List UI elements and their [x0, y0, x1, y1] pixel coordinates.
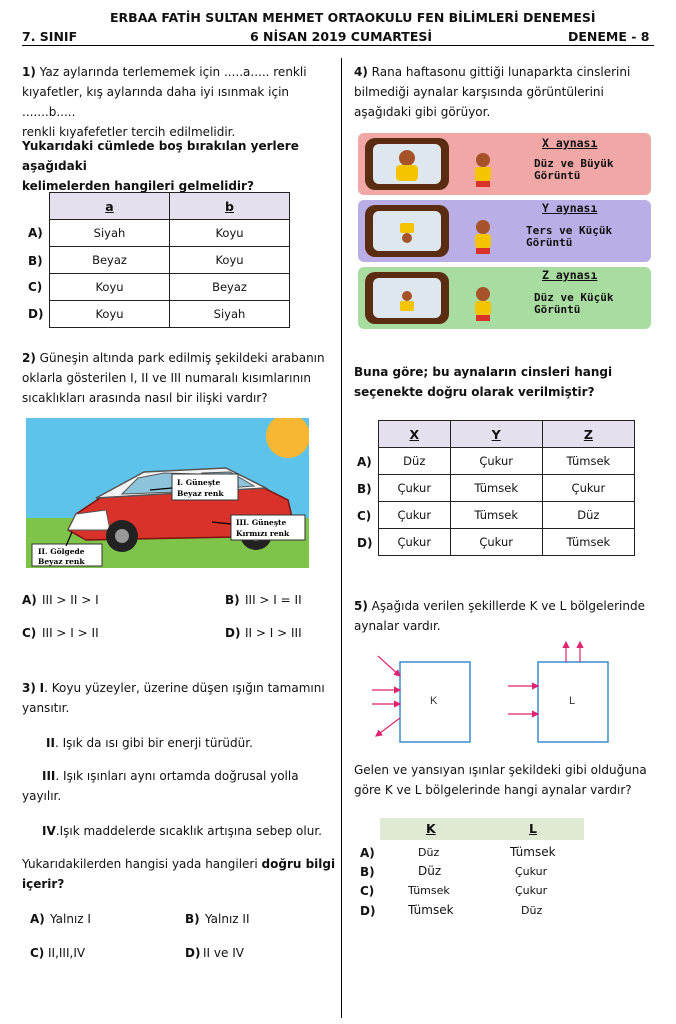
table-cell: Beyaz — [170, 274, 290, 301]
table-cell: Çukur — [542, 475, 634, 502]
q4-line1: Rana haftasonu gittiği lunaparkta cinslerini — [371, 65, 631, 79]
q3-option-d[interactable]: II ve IV — [203, 946, 244, 960]
q4-col-z-header: Z — [542, 421, 634, 448]
table-cell: Koyu — [170, 247, 290, 274]
q4-prompt-line2: seçenekte doğru olarak verilmiştir? — [354, 385, 595, 399]
mirror-frame-icon — [362, 136, 452, 192]
q2-option-c-label[interactable]: C) — [22, 626, 37, 640]
exam-date: 6 NİSAN 2019 CUMARTESİ — [250, 29, 433, 44]
table-row — [50, 220, 290, 247]
q3-s3-text: . Işık ışınları aynı ortamda doğrusal yolla — [55, 769, 299, 783]
q5-prompt-line1: Gelen ve yansıyan ışınlar şekildeki gibi olduğuna — [354, 763, 647, 777]
q5-option-a-label[interactable]: A) — [360, 846, 375, 860]
q5-option-b-k: Düz — [418, 864, 442, 878]
q3-s1-cont: yansıtır. — [22, 701, 70, 715]
exam-number: DENEME - 8 — [568, 29, 650, 44]
car-label-2b: Beyaz renk — [38, 557, 85, 566]
q4-prompt — [354, 362, 654, 402]
mirror-frame-icon — [362, 270, 452, 326]
car-in-sun-figure — [26, 418, 309, 568]
q3-option-c-label[interactable]: C) — [30, 946, 45, 960]
q3-number: 3) — [22, 681, 36, 695]
q5-prompt — [354, 760, 664, 800]
q4-option-d-label[interactable]: D) — [357, 536, 373, 550]
q3-s4-text: .Işık maddelerde sıcaklık artışına sebep olur. — [55, 824, 322, 838]
table-cell: Koyu — [50, 274, 170, 301]
q3-prompt-a: Yukarıdakilerden hangisi yada hangileri — [22, 857, 258, 871]
q5-prompt-line2: göre K ve L bölgelerinde hangi aynalar vardır? — [354, 783, 632, 797]
car-label-1b: Beyaz renk — [177, 489, 224, 498]
q3-statement-4 — [42, 821, 338, 841]
q1-option-d-label[interactable]: D) — [28, 307, 44, 321]
q5-line1: Aşağıda verilen şekillerde K ve L bölgelerinde — [371, 599, 645, 613]
q4-option-b-label[interactable]: B) — [357, 482, 372, 496]
table-row — [379, 448, 635, 475]
q2-number: 2) — [22, 351, 36, 365]
girl-icon — [468, 218, 498, 258]
q1-line2: kıyafetler, kış aylarında daha iyi ısınmak için .......b..... — [22, 85, 290, 119]
header-rule — [22, 45, 654, 46]
school-title: ERBAA FATİH SULTAN MEHMET ORTAOKULU FEN BİLİMLERİ DENEMESİ — [110, 10, 596, 25]
q1-answer-table — [49, 192, 290, 328]
table-cell: Çukur — [379, 502, 451, 529]
q3-s2-num: II — [46, 736, 55, 750]
table-cell: Tümsek — [450, 475, 542, 502]
table-row — [50, 301, 290, 328]
table-cell: Koyu — [170, 220, 290, 247]
q1-prompt-line2: kelimelerden hangileri gelmelidir? — [22, 179, 254, 193]
table-cell: Tümsek — [542, 448, 634, 475]
q5-line2: aynalar vardır. — [354, 619, 441, 633]
q1-option-c-label[interactable]: C) — [28, 280, 43, 294]
q1-line3: renkli kıyafefetler tercih edilmelidir. — [22, 125, 236, 139]
table-cell: Tümsek — [450, 502, 542, 529]
q2-option-d-label[interactable]: D) — [225, 626, 241, 640]
mirror-x-name: X aynası — [542, 136, 598, 150]
table-cell: Siyah — [50, 220, 170, 247]
mirror-frame-icon — [362, 203, 452, 259]
q4-number: 4) — [354, 65, 368, 79]
car-label-2a: II. Gölgede — [38, 547, 85, 556]
mirror-y-desc1: Ters ve Küçük — [526, 224, 613, 237]
q5-option-d-k: Tümsek — [408, 903, 454, 917]
q2-option-a[interactable]: III > II > I — [42, 593, 99, 607]
q4-col-y-header: Y — [450, 421, 542, 448]
q5-option-c-label[interactable]: C) — [360, 884, 375, 898]
mirror-z-name: Z aynası — [542, 268, 598, 282]
table-row — [50, 274, 290, 301]
q2-option-a-label[interactable]: A) — [22, 593, 37, 607]
table-cell: Koyu — [50, 301, 170, 328]
q2-line3: sıcaklıkları arasında nasıl bir ilişki vardır? — [22, 391, 268, 405]
q3-option-d-label[interactable]: D) — [185, 946, 201, 960]
mirror-row-x — [358, 133, 651, 195]
region-k-label: K — [430, 695, 438, 707]
mirror-y-desc2: Görüntü — [526, 236, 573, 249]
q1-option-b-label[interactable]: B) — [28, 254, 43, 268]
q5-option-b-label[interactable]: B) — [360, 865, 375, 879]
q3-statement-3 — [22, 766, 338, 806]
q3-s4-num: IV — [42, 824, 56, 838]
q3-s3-cont: yayılır. — [22, 789, 62, 803]
q2-line1: Güneşin altında park edilmiş şekildeki arabanın — [39, 351, 325, 365]
q3-s3-num: III — [42, 769, 56, 783]
car-label-3a: III. Güneşte — [236, 518, 287, 527]
q4-answer-table — [378, 420, 635, 556]
table-cell: Beyaz — [50, 247, 170, 274]
q5-col-l-header: L — [529, 821, 537, 836]
mirror-y-name: Y aynası — [542, 201, 598, 215]
q3-s1-num: I — [39, 681, 45, 695]
q1-number: 1) — [22, 65, 36, 79]
q3-option-a[interactable]: Yalnız I — [50, 912, 91, 926]
q5-option-d-label[interactable]: D) — [360, 904, 376, 918]
q4-line3: aşağıdaki gibi görüyor. — [354, 105, 491, 119]
girl-icon — [468, 285, 498, 325]
q2-option-b[interactable]: III > I = II — [245, 593, 302, 607]
q3-option-c[interactable]: II,III,IV — [48, 946, 86, 960]
q5-option-d-l: Düz — [521, 904, 543, 917]
q2-option-d[interactable]: II > I > III — [245, 626, 302, 640]
mirror-z-desc1: Düz ve Küçük — [534, 291, 614, 304]
mirror-row-y — [358, 200, 651, 262]
grade-label: 7. SINIF — [22, 29, 78, 44]
q5-table-header-band — [380, 818, 584, 840]
q1-line1: Yaz aylarında terlememek için .....a..... renkli — [39, 65, 307, 79]
q5-option-c-k: Tümsek — [408, 884, 450, 897]
q5-option-a-k: Düz — [418, 846, 440, 859]
q5-option-b-l: Çukur — [515, 865, 548, 878]
q4-prompt-line1: Buna göre; bu aynaların cinsleri hangi — [354, 365, 613, 379]
q3-prompt-bold: doğru bilgi — [261, 857, 336, 871]
q1-col-b-header: b — [170, 193, 290, 220]
q4-option-c-label[interactable]: C) — [357, 509, 372, 523]
table-row — [379, 475, 635, 502]
q1-prompt-line1: Yukarıdaki cümlede boş bırakılan yerlere aşağıdaki — [22, 139, 299, 173]
q5-number: 5) — [354, 599, 368, 613]
q3-option-b[interactable]: Yalnız II — [205, 912, 250, 926]
mirror-z-desc2: Görüntü — [534, 303, 581, 316]
q5-text — [354, 596, 664, 636]
q4-text — [354, 62, 654, 122]
q1-text — [22, 62, 332, 142]
table-row — [50, 247, 290, 274]
q3-s1-text: . Koyu yüzeyler, üzerine düşen ışığın tamamını — [44, 681, 325, 695]
table-row — [379, 529, 635, 556]
mirror-x-desc1: Düz ve Büyük — [534, 157, 614, 170]
q5-option-a-l: Tümsek — [510, 845, 556, 859]
table-cell: Çukur — [379, 475, 451, 502]
q1-option-a-label[interactable]: A) — [28, 226, 43, 240]
q1-col-a-header: a — [50, 193, 170, 220]
q4-line2: bilmediği aynalar karşısında görüntülerini — [354, 85, 604, 99]
table-cell: Çukur — [379, 529, 451, 556]
mirror-row-z — [358, 267, 651, 329]
table-cell: Siyah — [170, 301, 290, 328]
q3-prompt — [22, 854, 338, 894]
column-divider — [341, 58, 342, 1018]
q3-option-b-label[interactable]: B) — [185, 912, 200, 926]
q3-s2-text: . Işık da ısı gibi bir enerji türüdür. — [54, 736, 253, 750]
car-label-1a: I. Güneşte — [177, 478, 221, 487]
table-cell: Düz — [379, 448, 451, 475]
q3-prompt-c: içerir? — [22, 877, 65, 891]
mirror-x-desc2: Görüntü — [534, 169, 581, 182]
table-cell: Çukur — [450, 448, 542, 475]
q2-option-b-label[interactable]: B) — [225, 593, 240, 607]
q3-statement-1 — [22, 678, 338, 718]
q5-col-k-header: K — [426, 821, 436, 836]
car-label-3b: Kırmızı renk — [236, 529, 290, 538]
q4-col-x-header: X — [379, 421, 451, 448]
q4-option-a-label[interactable]: A) — [357, 455, 372, 469]
q3-statement-2 — [46, 733, 338, 753]
girl-icon — [468, 151, 498, 191]
q2-text — [22, 348, 338, 408]
table-cell: Düz — [542, 502, 634, 529]
q2-option-c[interactable]: III > I > II — [42, 626, 99, 640]
q1-prompt — [22, 136, 338, 196]
table-cell: Çukur — [450, 529, 542, 556]
table-cell: Tümsek — [542, 529, 634, 556]
mirror-regions-figure — [366, 640, 646, 750]
q3-option-a-label[interactable]: A) — [30, 912, 45, 926]
table-row — [379, 502, 635, 529]
q2-line2: oklarla gösterilen I, II ve III numaralı kısımlarının — [22, 371, 311, 385]
region-l-label: L — [569, 695, 576, 707]
q5-option-c-l: Çukur — [515, 884, 548, 897]
